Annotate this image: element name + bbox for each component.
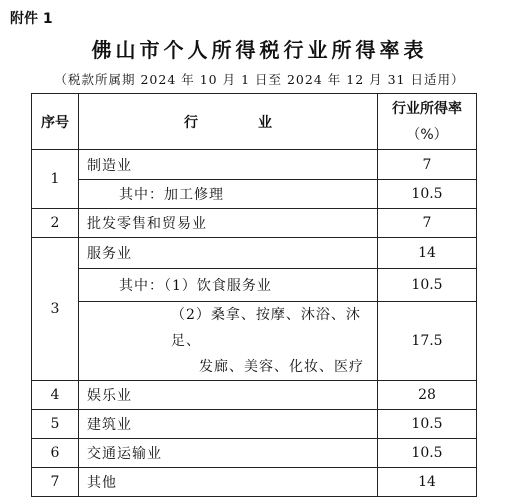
table-row — [32, 302, 477, 381]
row-number: 2 — [32, 209, 79, 238]
row-rate: 17.5 — [378, 302, 477, 381]
row-rate: 7 — [378, 209, 477, 238]
table-row — [32, 150, 477, 180]
header-number: 序号 — [32, 94, 79, 150]
row-industry: 批发零售和贸易业 — [79, 209, 378, 238]
income-rate-table — [31, 93, 477, 497]
table-row — [32, 269, 477, 302]
row-number: 5 — [32, 410, 79, 439]
table-row — [32, 238, 477, 269]
row-rate: 10.5 — [378, 180, 477, 209]
row-rate: 10.5 — [378, 410, 477, 439]
row-industry: 制造业 — [79, 150, 378, 180]
table-row — [32, 410, 477, 439]
table-row — [32, 468, 477, 497]
header-rate-line1: 行业所得率 — [392, 100, 462, 117]
table-row — [32, 381, 477, 410]
row-industry-line1: （2）桑拿、按摩、沐浴、沐足、 — [171, 307, 361, 349]
row-industry: 其中：（1）饮食服务业 — [79, 269, 378, 302]
document-subtitle: （税款所属期 2024 年 10 月 1 日至 2024 年 12 月 31 日适用） — [54, 72, 465, 87]
row-rate: 10.5 — [378, 439, 477, 468]
attachment-label: 附件 1 — [10, 11, 53, 27]
row-rate: 14 — [378, 238, 477, 269]
row-number: 4 — [32, 381, 79, 410]
row-industry: 交通运输业 — [79, 439, 378, 468]
row-industry: 其中：加工修理 — [79, 180, 378, 209]
document-title: 佛山市个人所得税行业所得率表 — [91, 38, 428, 62]
header-rate — [378, 94, 477, 150]
row-industry — [79, 302, 378, 381]
table-header-row — [32, 94, 477, 150]
table-row — [32, 439, 477, 468]
row-rate: 7 — [378, 150, 477, 180]
row-rate: 14 — [378, 468, 477, 497]
row-rate: 10.5 — [378, 269, 477, 302]
row-number: 7 — [32, 468, 79, 497]
row-industry: 服务业 — [79, 238, 378, 269]
header-rate-line2: （%） — [406, 126, 448, 143]
table-row — [32, 209, 477, 238]
table-row — [32, 180, 477, 209]
row-rate: 28 — [378, 381, 477, 410]
row-industry-line2: 发廊、美容、化妆、医疗 — [199, 359, 364, 375]
row-number: 3 — [32, 238, 79, 381]
row-number: 6 — [32, 439, 79, 468]
row-number: 1 — [32, 150, 79, 209]
row-industry: 其他 — [79, 468, 378, 497]
row-industry: 建筑业 — [79, 410, 378, 439]
header-industry: 行业 — [79, 94, 378, 150]
row-industry: 娱乐业 — [79, 381, 378, 410]
